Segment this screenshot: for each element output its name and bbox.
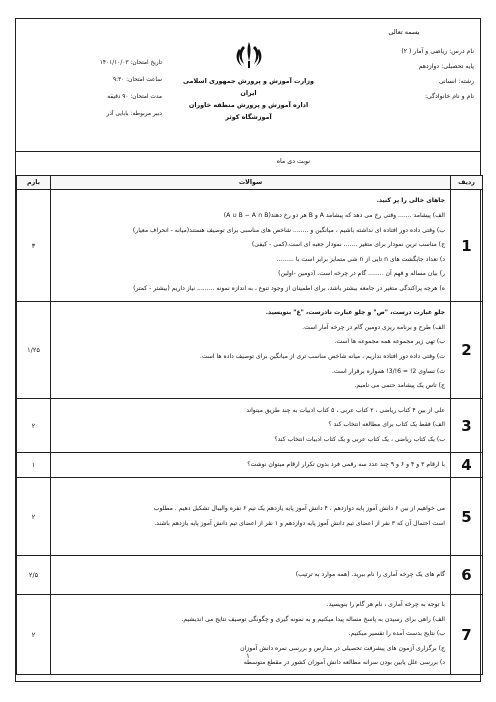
question-line: می خواهیم از بین ۶ دانش آموز پایه دوازدهم ، ۴ دانش آموز پایه یازدهم یک تیم ۶ نفره والیبال تشکیل دهیم . مطلوب [153,504,445,512]
teacher-name: دبیر مربوطه: بابایی آذر [106,111,162,117]
header-course-info [334,25,474,104]
question-line: ب) نتایج بدست آمده را تفسیر میکنیم. [348,630,445,638]
question-line: ر) بیان مساله و فهم آن ........ گام در چرخه است. (دومین -اولین) [278,270,445,278]
question-number: 5 [451,478,483,556]
session-label: نوبت دی ماه [276,158,310,165]
question-line: ث) تساوی 2! = 6!/3! همواره برقرار است. [332,367,445,375]
question-row [17,453,483,478]
header-exam-info [22,55,162,123]
bismillah: بسمه تعالی [388,28,420,36]
question-line: ب) یک کتاب ریاضی ، یک کتاب عربی و یک کتاب ادبیات انتخاب کند؟ [274,435,445,443]
question-text [51,595,451,675]
question-score: ۱ [17,453,51,478]
question-row [17,190,483,302]
question-number: 3 [451,399,483,453]
question-line: جلو عبارت درست، "ص" و جلو عبارت نادرست، "غ" بنویسید. [265,309,445,317]
district-line: اداره آموزش و پرورش منطقه خاوران [188,101,309,109]
question-row [17,478,483,556]
question-score: ۳ [17,190,51,302]
question-line: د) تعداد جایگشت های n تایی از n شی متمایز برابر است با ......... [276,255,445,263]
question-score: ۲ [17,595,51,675]
question-number: 4 [451,453,483,478]
question-score: ۲ [17,399,51,453]
column-header-row: ردیف [451,176,483,190]
column-header-score: بارم [17,176,51,190]
question-line: ب) وقتی داده دور افتاده ای نداشته باشیم ، میانگین و ........ شاخص های مناسبی برای توصیف هستند(میانه - انحراف معیار) [132,226,445,234]
exam-duration: مدت امتحان: ۹۰ دقیقه [107,94,162,100]
question-number: 7 [451,595,483,675]
question-line: الف) پیشامد ....... وقتی رخ می دهد که پیشامد A و B هر دو رخ دهند(A ∪ B − A ∩ B) [223,212,445,220]
school-name: آموزشگاه کوثر [225,113,272,121]
question-row [17,595,483,675]
question-line: ه) هرچه پراکندگی متغیر در جامعه بیشتر باشد، برای اطمینان از وجود تنوع ، به اندازه نمونه ......... نیاز داریم (بیشتر - کمتر) [133,284,445,292]
question-text [51,190,451,302]
table-header-row [17,176,483,190]
session-bar [16,151,480,176]
question-text [51,453,451,478]
question-score: ۲ [17,478,51,556]
question-line: الف) فقط یک کتاب برای مطالعه انتخاب کند ؟ [328,421,445,429]
question-line: ج) مناسب ترین نمودار برای متغیر ....... نمودار جعبه ای است.(کمی - کیفی) [251,241,445,249]
question-line: ب) تهی زیر مجموعه همه مجموعه ها است. [334,338,445,346]
question-line: جاهای خالی را پر کنید. [376,197,445,205]
course-name: نام درس: ریاضی و آمار ( ۲) [401,48,474,55]
question-line: الف) طرح و برنامه ریزی دومین گام در چرخه آمار است. [302,323,445,331]
question-line: ج) برگزاری آزمون های پیشرفت تحصیلی در مدارس و بررسی نمره دانش آموزان [240,644,445,652]
question-text [51,478,451,556]
question-line: د) بررسی علل پایین بودن سرانه مطالعه دانش آموزان کشور در مقطع متوسطه [243,659,445,667]
question-line: الف) راهی برای رسیدن به پاسخ مساله پیدا میکنیم و به نمونه گیری و چگونگی توصیف نتایج می اندیشیم. [181,615,445,623]
ministry-line: وزارت آموزش و پرورش جمهوری اسلامی ایران [183,77,314,97]
question-line: علی از بین ۴ کتاب ریاضی ، ۲ کتاب عربی ، ۵ کتاب ادبیات به چند طریق میتواند [246,406,445,414]
student-name-field: نام و نام خانوادگی: [424,93,474,100]
question-score: ۱/۲۵ [17,302,51,399]
question-line: با ارقام ۳ و ۴ و ۶ و ۹ چند عدد سه رقمی فرد بدون تکرار ارقام میتوان نوشت؟ [247,460,445,468]
question-line: ج) تاس یک پیشامد حتمی می نامیم. [354,382,445,390]
question-number: 6 [451,556,483,595]
question-line: با توجه به چرخه آماری ، نام هر گام را بنویسید. [326,601,445,609]
iran-emblem-icon [234,39,264,71]
grade-level: پایه تحصیلی: دوازدهم [418,63,474,70]
exam-header [16,19,480,152]
question-score: ۲/۵ [17,556,51,595]
field-of-study: رشته: انسانی [438,78,474,85]
question-line: ت) وقتی داده دور افتاده نداریم ، میانه شاخص مناسب تری از میانگین برای توصیف داده ها است. [199,353,445,360]
exam-date: تاریخ امتحان: ۱۴۰۱/۱۰/۰۳ [99,60,162,66]
questions-table [16,175,483,675]
question-row [17,302,483,399]
exam-page [15,18,481,682]
question-text [51,399,451,453]
question-text [51,302,451,399]
question-row [17,556,483,595]
column-header-questions: سوالات [51,176,451,190]
question-text [51,556,451,595]
question-line: گام های یک چرخه آماری را نام ببرید. (همه موارد به ترتیب) [295,570,445,578]
question-number: 1 [451,190,483,302]
question-number: 2 [451,302,483,399]
header-ministry [181,39,316,123]
page-number: ۱ [246,652,250,660]
question-line: است احتمال آن که ۳ نفر از اعضای تیم دانش آموز پایه دوازدهم و ۱ نفر از اعضای تیم دانش آموز پایه یازدهم باشند. [154,519,445,527]
question-row [17,399,483,453]
exam-time: ساعت امتحان: ۹:۳۰ [113,77,162,83]
